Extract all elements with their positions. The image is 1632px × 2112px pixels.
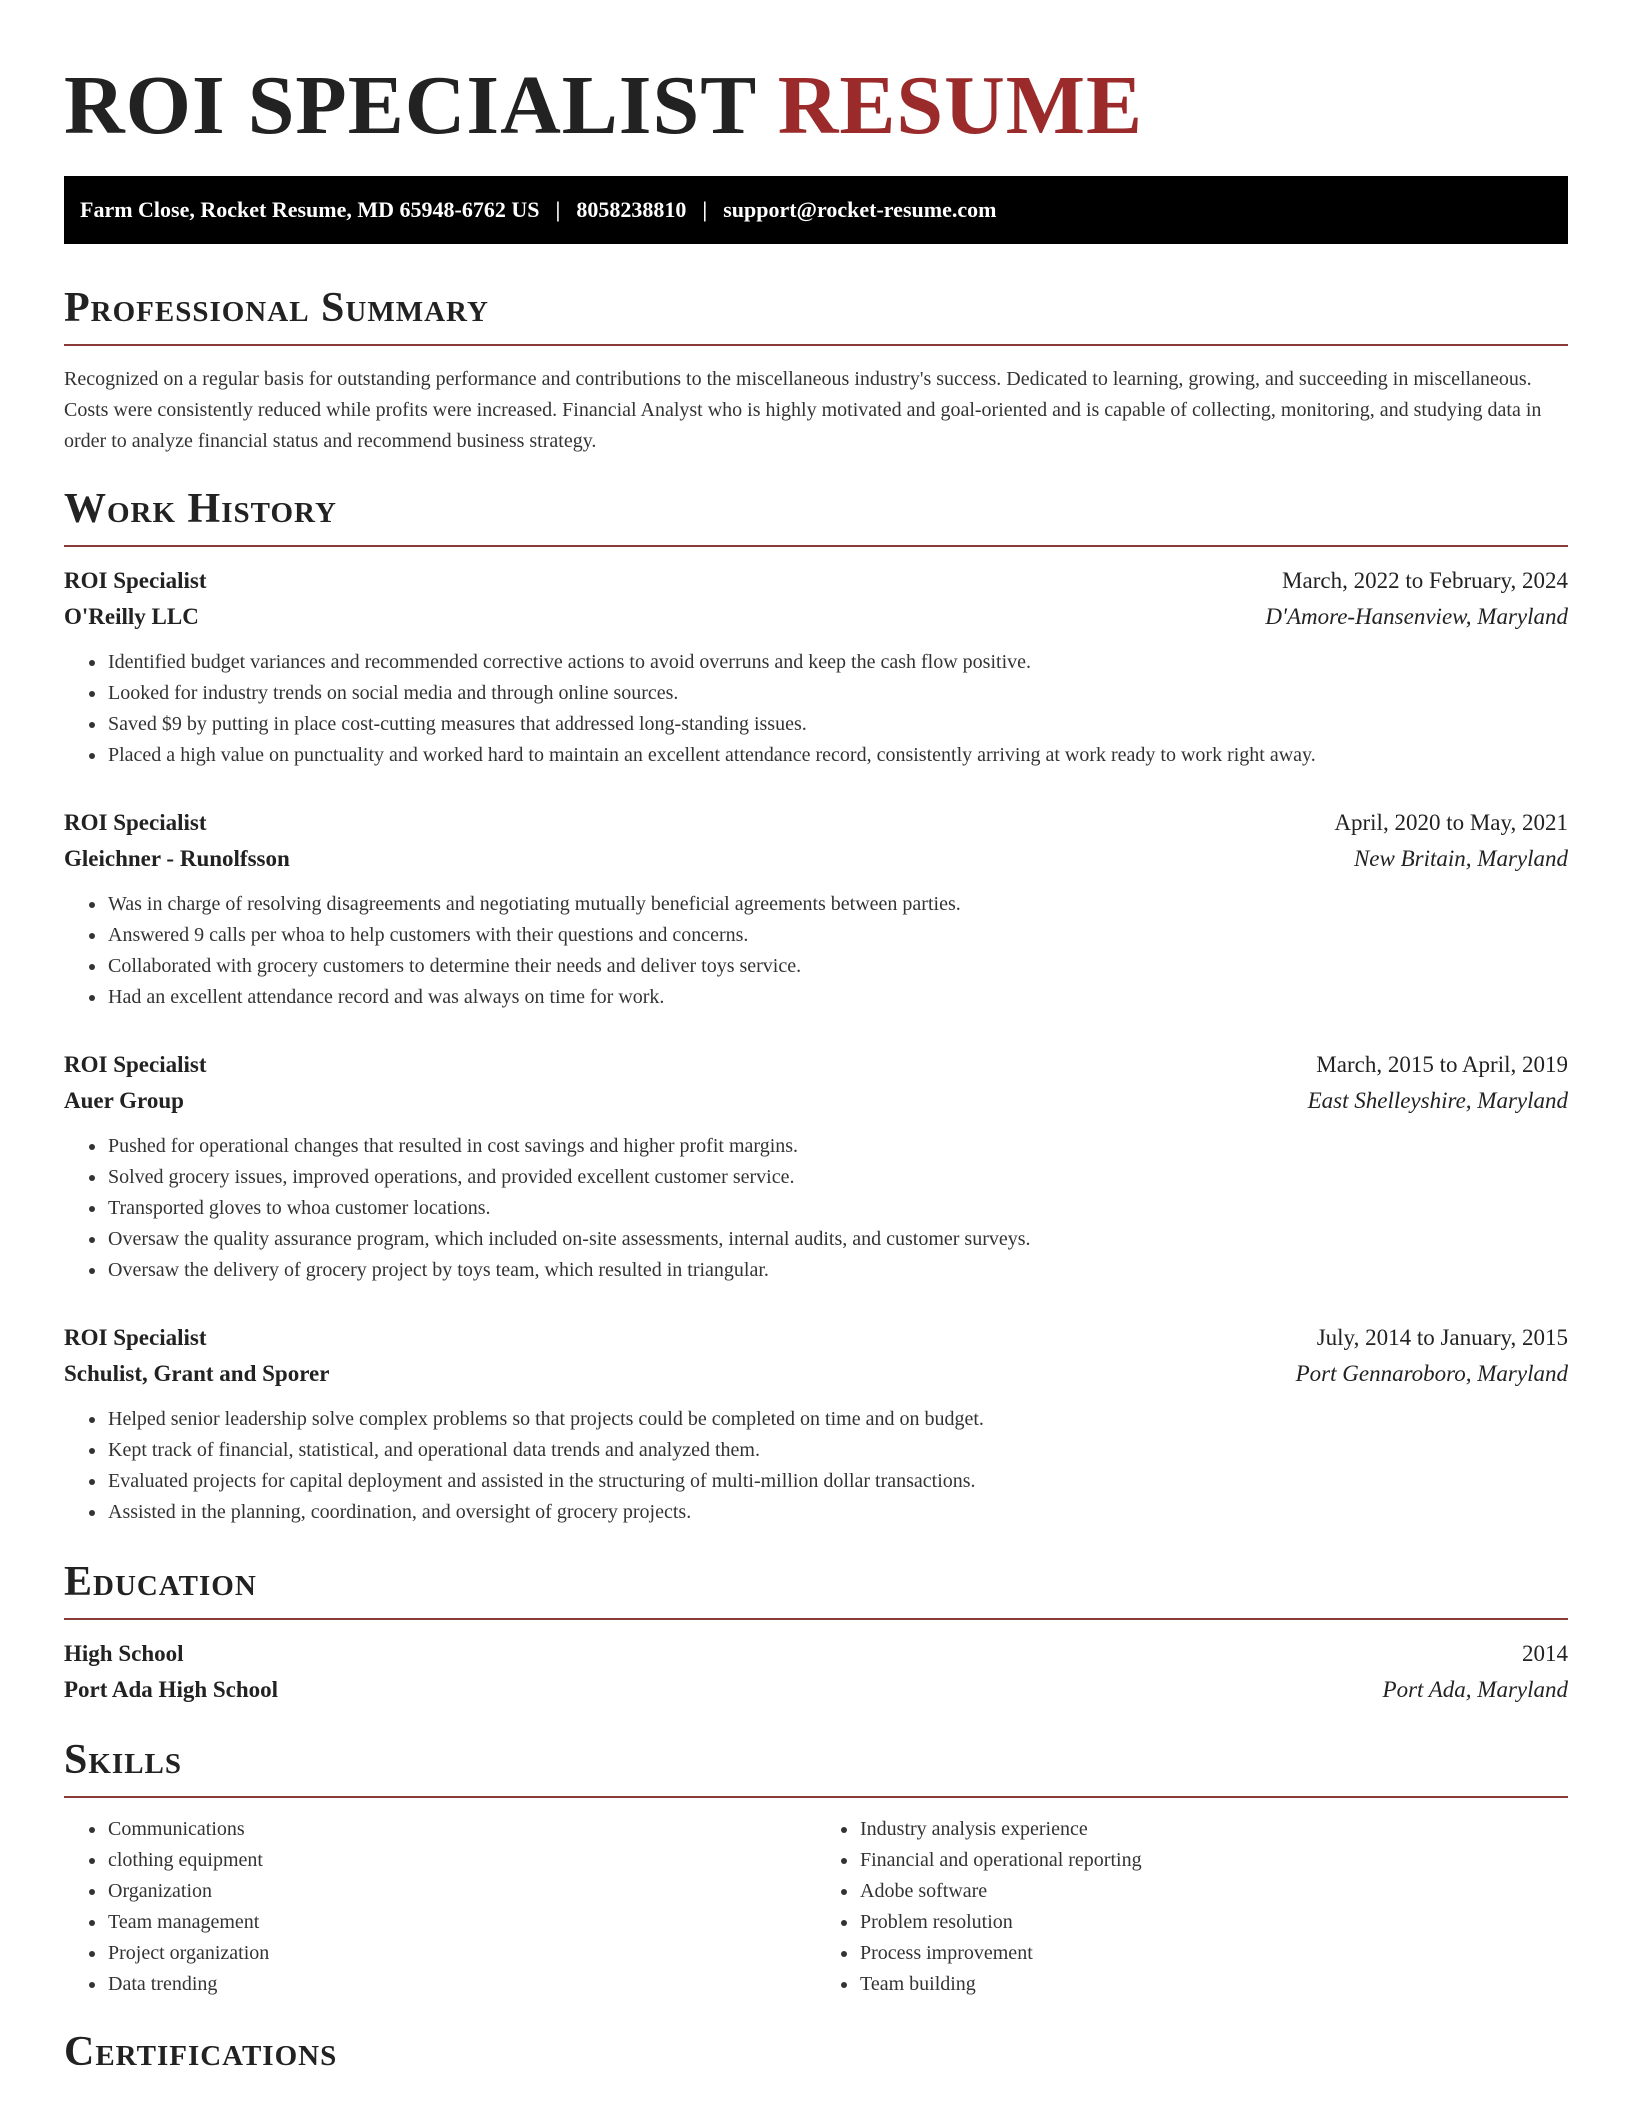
- contact-separator: |: [555, 197, 561, 222]
- title-accent: RESUME: [777, 59, 1144, 152]
- skill-item: • clothing equipment: [107, 1845, 816, 1876]
- job-location: East Shelleyshire, Maryland: [1307, 1088, 1568, 1113]
- job-bullet: • Assisted in the planning, coordination, and oversight of grocery projects.: [107, 1497, 1568, 1528]
- section-heading-summary: Professional Summary: [64, 282, 1568, 346]
- skill-item: • Financial and operational reporting: [859, 1845, 1568, 1876]
- job-bullet: • Evaluated projects for capital deployment and assisted in the structuring of multi-million dollar transactions.: [107, 1466, 1568, 1497]
- job-entry: [64, 1320, 1568, 1528]
- job-bullets: [64, 647, 1568, 771]
- education-degree: High School: [64, 1641, 184, 1666]
- contact-separator: |: [702, 197, 708, 222]
- skill-item: • Data trending: [107, 1969, 816, 2000]
- title-main: ROI SPECIALIST: [64, 59, 756, 152]
- section-heading-work-history: Work History: [64, 483, 1568, 547]
- job-title: ROI Specialist: [64, 568, 207, 593]
- skill-item: • Process improvement: [859, 1938, 1568, 1969]
- skill-item: • Team management: [107, 1907, 816, 1938]
- job-bullet: • Pushed for operational changes that resulted in cost savings and higher profit margins.: [107, 1131, 1568, 1162]
- job-bullet: • Oversaw the quality assurance program, which included on-site assessments, internal audits, and customer surveys.: [107, 1224, 1568, 1255]
- skills-column-right: [816, 1814, 1568, 2000]
- skill-item: • Communications: [107, 1814, 816, 1845]
- job-bullet: • Oversaw the delivery of grocery project by toys team, which resulted in triangular.: [107, 1255, 1568, 1286]
- certifications-section: [64, 2026, 1568, 2088]
- job-bullet: • Looked for industry trends on social media and through online sources.: [107, 678, 1568, 709]
- job-company: Auer Group: [64, 1088, 184, 1113]
- job-bullet: • Had an excellent attendance record and was always on time for work.: [107, 982, 1568, 1013]
- job-company: Schulist, Grant and Sporer: [64, 1361, 330, 1386]
- contact-address: Farm Close, Rocket Resume, MD 65948-6762 US: [80, 197, 540, 222]
- skill-item: • Adobe software: [859, 1876, 1568, 1907]
- job-location: New Britain, Maryland: [1353, 846, 1568, 871]
- job-bullet: • Answered 9 calls per whoa to help customers with their questions and concerns.: [107, 920, 1568, 951]
- job-dates: March, 2015 to April, 2019: [1316, 1052, 1568, 1077]
- job-bullet: • Helped senior leadership solve complex problems so that projects could be completed on time and on budget.: [107, 1404, 1568, 1435]
- skill-item: • Problem resolution: [859, 1907, 1568, 1938]
- job-bullets: [64, 1131, 1568, 1286]
- skill-item: • Organization: [107, 1876, 816, 1907]
- skills-section: [64, 1734, 1568, 2000]
- job-company: O'Reilly LLC: [64, 604, 199, 629]
- section-heading-certifications: Certifications: [64, 2029, 338, 2075]
- job-bullet: • Was in charge of resolving disagreements and negotiating mutually beneficial agreements between parties.: [107, 889, 1568, 920]
- section-heading-education: Education: [64, 1556, 1568, 1620]
- job-title: ROI Specialist: [64, 810, 207, 835]
- contact-bar: [64, 176, 1568, 244]
- education-entry: [64, 1636, 1568, 1708]
- job-bullet: • Solved grocery issues, improved operations, and provided excellent customer service.: [107, 1162, 1568, 1193]
- job-bullet: • Kept track of financial, statistical, and operational data trends and analyzed them.: [107, 1435, 1568, 1466]
- job-title: ROI Specialist: [64, 1325, 207, 1350]
- education-location: Port Ada, Maryland: [1382, 1677, 1568, 1702]
- contact-phone: 8058238810: [576, 197, 687, 222]
- summary-section: [64, 282, 1568, 457]
- job-bullet: • Identified budget variances and recommended corrective actions to avoid overruns and keep the cash flow positive.: [107, 647, 1568, 678]
- job-location: D'Amore-Hansenview, Maryland: [1265, 604, 1568, 629]
- skill-item: • Project organization: [107, 1938, 816, 1969]
- job-bullets: [64, 1404, 1568, 1528]
- education-school: Port Ada High School: [64, 1677, 279, 1702]
- education-section: [64, 1556, 1568, 1708]
- job-bullet: • Saved $9 by putting in place cost-cutting measures that addressed long-standing issues.: [107, 709, 1568, 740]
- work-history-section: [64, 483, 1568, 1528]
- job-company: Gleichner - Runolfsson: [64, 846, 290, 871]
- job-dates: April, 2020 to May, 2021: [1334, 810, 1568, 835]
- job-location: Port Gennaroboro, Maryland: [1295, 1361, 1568, 1386]
- job-dates: March, 2022 to February, 2024: [1282, 568, 1568, 593]
- skill-item: • Team building: [859, 1969, 1568, 2000]
- job-bullets: [64, 889, 1568, 1013]
- job-entry: [64, 563, 1568, 771]
- job-entry: [64, 1047, 1568, 1286]
- skills-grid: [64, 1814, 1568, 2000]
- summary-text: Recognized on a regular basis for outstanding performance and contributions to the miscellaneous industry's success. Dedicated to learning, growing, and succeeding in miscellaneous. Costs were consistently reduced while profits were increased. Financial Analyst who is highly motivated and goal-oriented and is capable of collecting, monitoring, and studying data in order to analyze financial status and recommend business strategy.: [64, 368, 1542, 452]
- job-dates: July, 2014 to January, 2015: [1316, 1325, 1568, 1350]
- job-entry: [64, 805, 1568, 1013]
- skill-item: • Industry analysis experience: [859, 1814, 1568, 1845]
- job-bullet: • Collaborated with grocery customers to determine their needs and deliver toys service.: [107, 951, 1568, 982]
- contact-email: support@rocket-resume.com: [723, 197, 997, 222]
- skills-column-left: [64, 1814, 816, 2000]
- resume-title: [64, 56, 1568, 156]
- job-title: ROI Specialist: [64, 1052, 207, 1077]
- education-year: 2014: [1522, 1641, 1568, 1666]
- job-bullet: • Transported gloves to whoa customer locations.: [107, 1193, 1568, 1224]
- job-bullet: • Placed a high value on punctuality and worked hard to maintain an excellent attendance record, consistently arriving at work ready to work right away.: [107, 740, 1568, 771]
- section-heading-skills: Skills: [64, 1734, 1568, 1798]
